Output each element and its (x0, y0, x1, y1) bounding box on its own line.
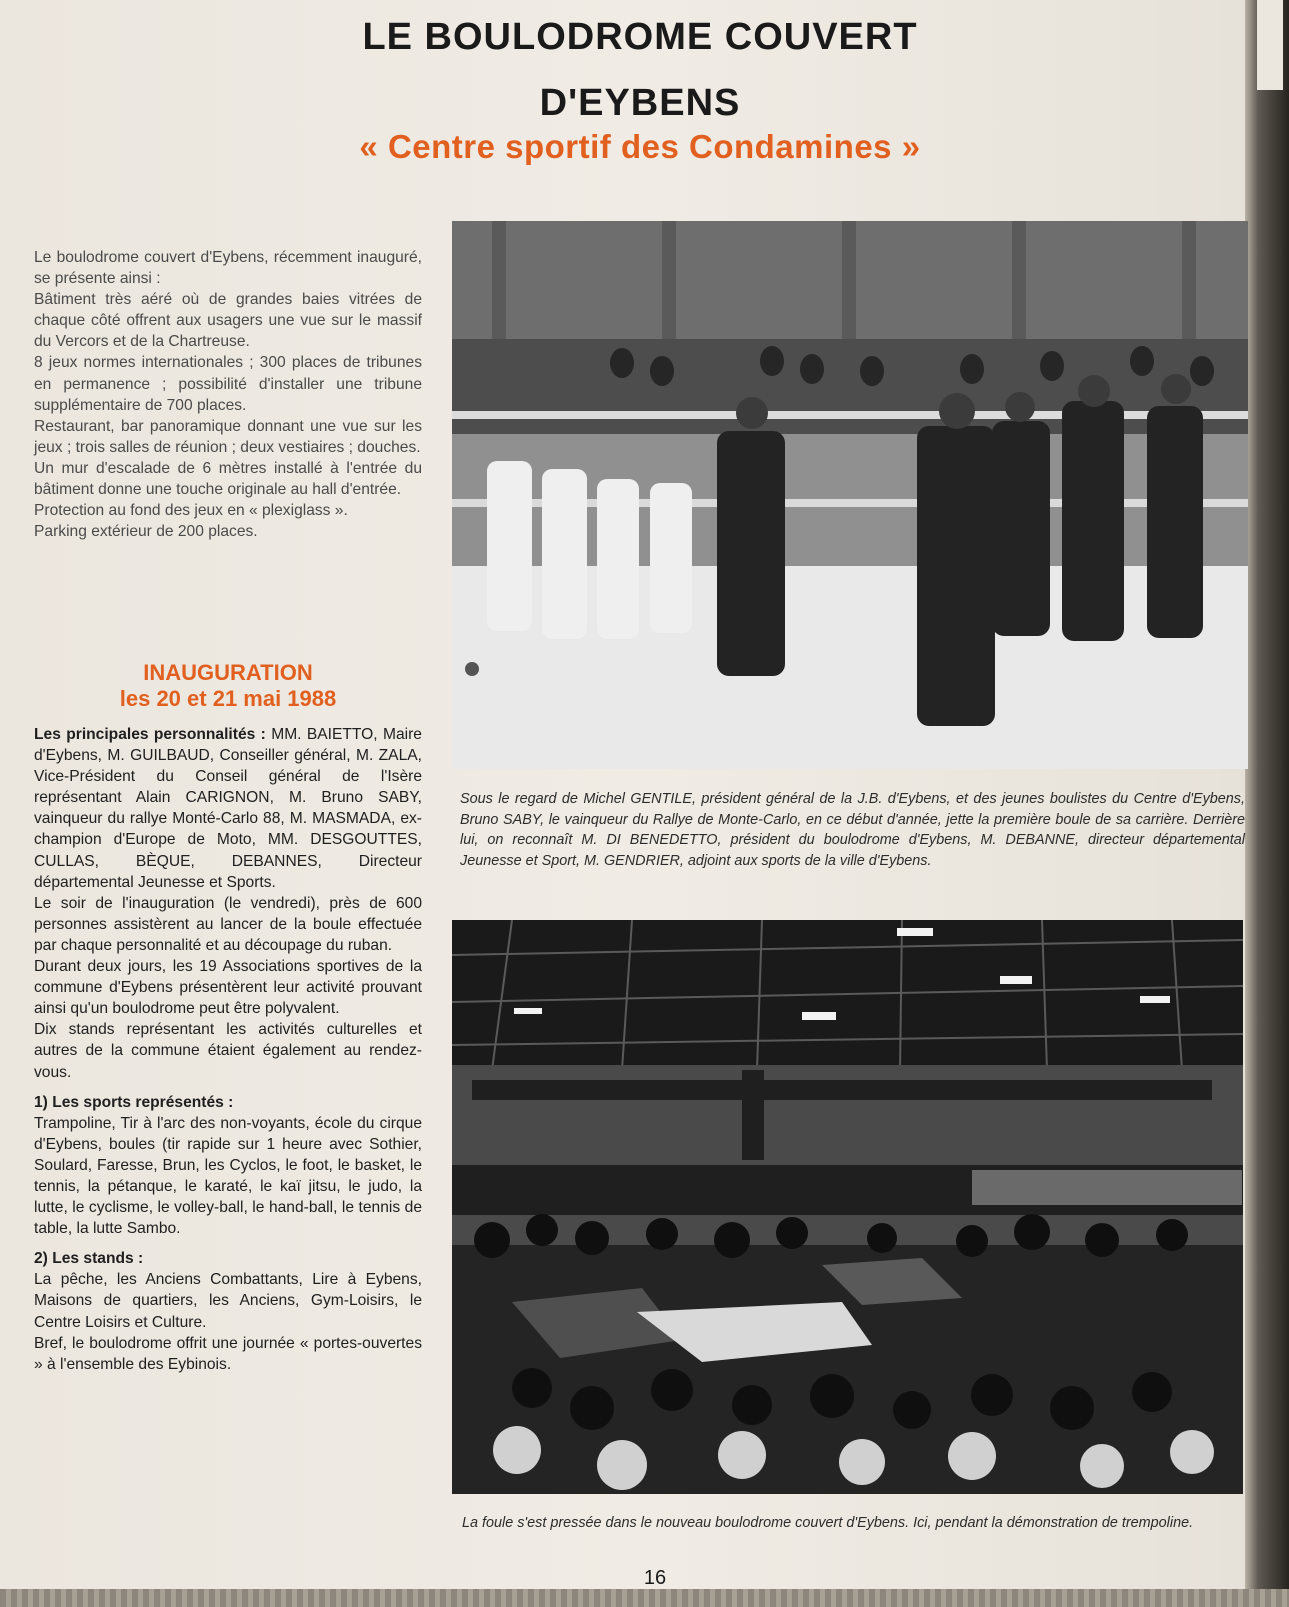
photo-crowd-trampoline-illustration (452, 920, 1243, 1494)
personalities-label: Les principales personnalités : (34, 726, 266, 743)
sports-paragraph: Trampoline, Tir à l'arc des non-voyants, école du cirque d'Eybens, boules (tir rapide sur 1 heure avec Sothier, Soulard, Faresse, Brun, les Cyclos, le foot, le basket, le tennis, la pétanque, le karaté, le kaï jitsu, le judo, la lutte, le cyclisme, le volley-ball, le hand-ball, le tennis de table, la lutte Sambo. (34, 1114, 422, 1238)
intro-paragraph: Restaurant, bar panoramique donnant une vue sur les jeux ; trois salles de réunion ; deux vestiaires ; douches. (34, 417, 422, 456)
intro-paragraph: Un mur d'escalade de 6 mètres installé à l'entrée du bâtiment donne une touche originale au hall d'entrée. (34, 459, 422, 499)
inauguration-dates: les 20 et 21 mai 1988 (119, 686, 337, 711)
photo-first-boule (452, 221, 1248, 769)
inauguration-heading (34, 660, 422, 712)
intro-column (34, 247, 422, 542)
inauguration-body (34, 724, 422, 1375)
sports-heading: 1) Les sports représentés : (34, 1093, 234, 1111)
page-number: 16 (643, 1567, 667, 1589)
stands-heading: 2) Les stands : (34, 1250, 144, 1268)
closing-paragraph: Bref, le boulodrome offrit une journée « portes-ouvertes » à l'ensemble des Eybinois. (34, 1334, 422, 1373)
binding-strip (0, 1589, 1289, 1607)
photo-crowd-caption: La foule s'est pressée dans le nouveau boulodrome couvert d'Eybens. Ici, pendant la démonstration de trempoline. (462, 1515, 1194, 1531)
intro-paragraph: Le boulodrome couvert d'Eybens, récemment inauguré, se présente ainsi : (34, 249, 422, 288)
photo-first-boule-caption: Sous le regard de Michel GENTILE, président général de la J.B. d'Eybens, et des jeunes boulistes du Centre d'Eybens, Bruno SABY, le vainqueur du Rallye de Monte-Carlo, en ce début d'année, jette la première boule de sa carrière. Derrière lui, on reconnaît M. DI BENEDETTO, président du boulodrome d'Eybens, M. DEBANNE, directeur départemental Jeunesse et Sport, M. GENDRIER, adjoint aux sports de la ville d'Eybens. (460, 791, 1245, 869)
intro-paragraph: 8 jeux normes internationales ; 300 places de tribunes en permanence ; possibilité d'installer une tribune supplémentaire de 700 places. (34, 354, 422, 414)
body-paragraph: Le soir de l'inauguration (le vendredi), près de 600 personnes assistèrent au lancer de la boule effectuée par chaque personnalité et au découpage du ruban. (34, 894, 422, 954)
headline-line-1: LE BOULODROME COUVERT (362, 16, 918, 58)
personalities-text: MM. BAIETTO, Maire d'Eybens, M. GUILBAUD, Conseiller général, M. ZALA, Vice-Président du Conseil général de l'Isère représentant Alain CARIGNON, M. Bruno SABY, vainqueur du rallye Monté-Carlo 88, M. MASMADA, ex-champion d'Europe de Moto, MM. DESGOUTTES, CULLAS, BÈQUE, DEBANNES, Directeur départemental Jeunesse et Sports. (34, 726, 422, 891)
headline-line-2: D'EYBENS (539, 82, 741, 124)
personalities-paragraph (34, 724, 422, 893)
intro-paragraph: Bâtiment très aéré où de grandes baies vitrées de chaque côté offrent aux usagers une vue sur le massif du Vercors et de la Chartreuse. (34, 291, 422, 351)
photo-first-boule-illustration (452, 221, 1248, 769)
headline (220, 4, 1060, 136)
body-paragraph: Durant deux jours, les 19 Associations sportives de la commune d'Eybens présentèrent leur activité prouvant ainsi qu'un boulodrome peut être polyvalent. (34, 958, 422, 1018)
adjacent-page-paper (1257, 0, 1283, 90)
intro-paragraph: Parking extérieur de 200 places. (34, 523, 258, 541)
inauguration-title: INAUGURATION (143, 660, 313, 685)
intro-paragraph: Protection au fond des jeux en « plexiglass ». (34, 502, 348, 520)
subtitle: « Centre sportif des Condamines » (359, 128, 921, 165)
photo-crowd-trampoline (452, 920, 1243, 1494)
adjacent-page-edge (1245, 0, 1289, 1607)
stands-paragraph: La pêche, les Anciens Combattants, Lire à Eybens, Maisons de quartiers, les Anciens, Gym-Loisirs, le Centre Loisirs et Culture. (34, 1271, 422, 1331)
body-paragraph: Dix stands représentant les activités culturelles et autres de la commune étaient également au rendez-vous. (34, 1021, 422, 1081)
